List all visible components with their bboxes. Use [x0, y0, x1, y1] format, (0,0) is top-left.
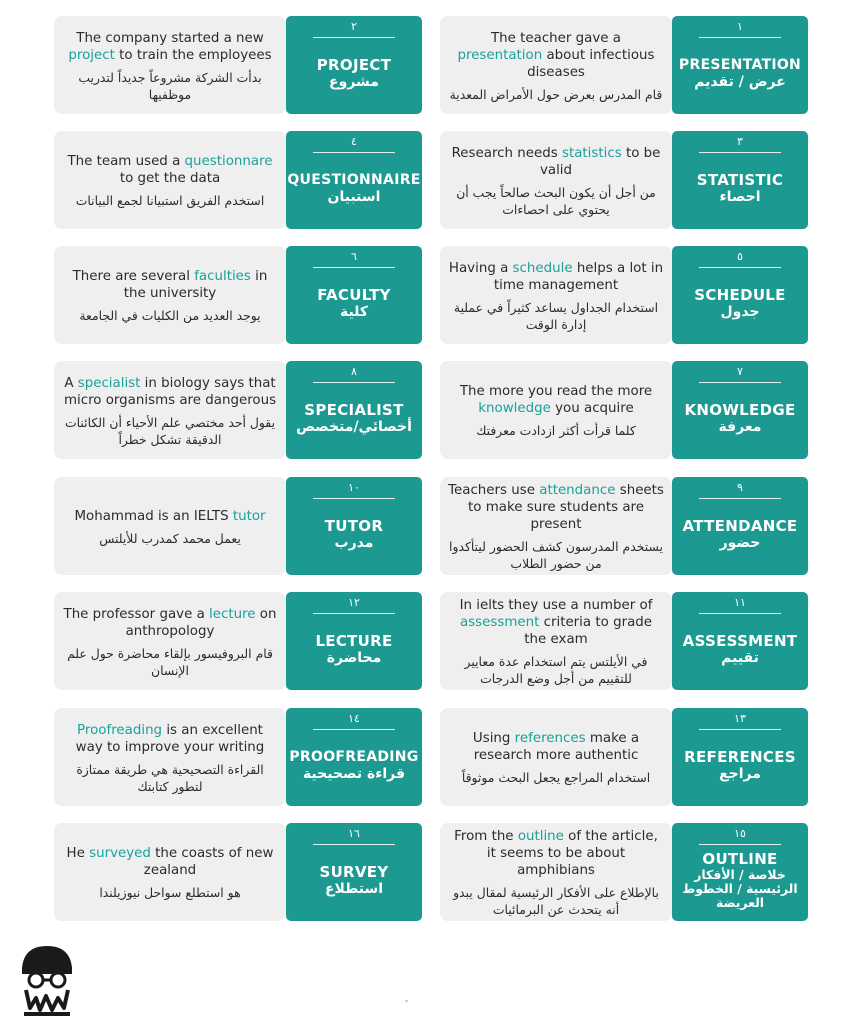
english-term: SCHEDULE: [694, 285, 786, 304]
highlighted-term: schedule: [512, 260, 573, 276]
term-panel: [286, 246, 422, 344]
example-text: Using: [472, 731, 515, 746]
example-panel: [54, 361, 286, 459]
example-text: in biology says that micro organisms are dangerous: [63, 375, 277, 408]
vocab-card: [54, 361, 422, 459]
english-example: [448, 730, 664, 764]
vocab-card: [440, 131, 808, 229]
example-text: in the university: [123, 269, 268, 301]
arabic-term: كلية: [339, 303, 369, 320]
arabic-term: محاضرة: [326, 649, 382, 666]
example-text: Research needs: [451, 145, 562, 161]
arabic-term: مراجع: [719, 765, 761, 782]
arabic-term: قراءة تصحيحية: [302, 765, 406, 782]
highlighted-term: attendance: [539, 483, 616, 498]
english-example: [448, 482, 664, 533]
arabic-example: القراءة التصحيحية هي طريقة ممتازة لتطور كتابتك: [76, 761, 264, 794]
arabic-example: استخدام المراجع يجعل البحث موثوقاً: [461, 770, 651, 785]
vocab-card: [54, 246, 422, 344]
term-box: [286, 383, 422, 453]
term-panel: [672, 131, 808, 229]
vocab-card: [440, 16, 808, 114]
card-number: ١٥: [734, 827, 746, 840]
example-text: The more you read the more: [459, 384, 653, 399]
example-text: There are several: [72, 269, 195, 284]
example-panel: [440, 477, 672, 575]
arabic-term: مدرب: [334, 534, 374, 551]
example-text: A: [64, 375, 78, 391]
english-term: REFERENCES: [684, 747, 796, 766]
term-box: [672, 38, 808, 108]
highlighted-term: references: [514, 731, 586, 746]
vocab-card: [54, 131, 422, 229]
divider-dot: [405, 1000, 408, 1002]
term-box: [286, 499, 422, 569]
highlighted-term: surveyed: [89, 846, 151, 861]
arabic-term: جدول: [720, 303, 760, 320]
vocab-card: [440, 592, 808, 690]
vocab-card: [54, 708, 422, 806]
example-text: The professor gave a: [63, 606, 210, 622]
card-number: ٣: [737, 135, 743, 148]
example-text: sheets to make sure students are present: [468, 483, 664, 532]
term-panel: [672, 16, 808, 114]
arabic-term: معرفة: [718, 418, 762, 435]
term-box: [672, 383, 808, 453]
card-number: ١٤: [348, 712, 360, 725]
highlighted-term: assessment: [459, 615, 540, 630]
card-number: ١٣: [734, 712, 746, 725]
example-text: From the: [454, 829, 518, 844]
term-panel: [286, 361, 422, 459]
english-term: OUTLINE: [702, 850, 778, 868]
example-text: make a research more authentic: [473, 731, 640, 763]
vocab-card: [440, 477, 808, 575]
example-panel: [440, 131, 672, 229]
english-example: [62, 845, 278, 879]
arabic-example: يقول أحد مختصي علم الأحياء أن الكائنات الدقيقة تشكل خطراً: [64, 414, 276, 447]
example-text: on anthropology: [125, 606, 277, 639]
vocab-card: [440, 361, 808, 459]
english-example: [448, 145, 664, 179]
english-term: QUESTIONNAIRE: [287, 171, 421, 188]
arabic-example: يوجد العديد من الكليات في الجامعة: [79, 308, 261, 323]
term-box: [286, 153, 422, 223]
english-example: [448, 383, 664, 417]
term-box: [672, 153, 808, 223]
english-example: [62, 375, 278, 409]
example-text: The teacher gave a: [490, 30, 622, 46]
term-box: [672, 614, 808, 684]
english-example: [448, 260, 664, 294]
example-panel: [54, 708, 286, 806]
arabic-term: عرض / تقديم: [694, 73, 786, 90]
vocab-card: [440, 823, 808, 921]
vocab-card: [54, 477, 422, 575]
term-panel: [672, 246, 808, 344]
arabic-example: من أجل أن يكون البحث صالحاً يجب أن يحتوي على احصاءات: [456, 184, 656, 217]
highlighted-term: lecture: [209, 606, 256, 622]
english-example: [62, 153, 278, 187]
english-term: KNOWLEDGE: [684, 400, 796, 419]
card-number: ٢: [351, 20, 357, 33]
arabic-term: استطلاع: [324, 880, 384, 897]
example-text: the coasts of new zealand: [143, 846, 274, 878]
term-panel: [286, 131, 422, 229]
english-term: FACULTY: [317, 285, 391, 304]
english-term: SURVEY: [319, 862, 389, 881]
card-number: ٦: [351, 250, 357, 263]
term-panel: [286, 16, 422, 114]
term-box: [672, 499, 808, 569]
example-text: helps a lot in time management: [493, 260, 664, 293]
term-box: [286, 845, 422, 915]
arabic-term: مشروع: [329, 73, 379, 90]
example-text: to train the employees: [114, 47, 272, 63]
term-panel: [672, 477, 808, 575]
english-term: PRESENTATION: [678, 56, 802, 73]
highlighted-term: Proofreading: [77, 722, 163, 738]
term-box: [286, 730, 422, 800]
example-text: The company started a new: [76, 30, 264, 46]
example-panel: [440, 708, 672, 806]
term-box: [286, 38, 422, 108]
term-panel: [672, 592, 808, 690]
example-text: criteria to grade the exam: [524, 615, 653, 647]
english-example: [448, 597, 664, 648]
card-number: ٧: [737, 365, 743, 378]
vocab-card: [54, 592, 422, 690]
card-number: ١٢: [348, 596, 360, 609]
arabic-term: احصاء: [719, 188, 761, 205]
arabic-term: أخصائي/متخصص: [296, 418, 412, 435]
arabic-term: حضور: [719, 534, 761, 551]
example-panel: [54, 592, 286, 690]
example-panel: [440, 246, 672, 344]
card-number: ٥: [737, 250, 743, 263]
english-example: [448, 30, 664, 81]
vocab-card: [440, 708, 808, 806]
example-text: of the article, it seems to be about amphibians: [486, 829, 658, 878]
term-panel: [672, 361, 808, 459]
vocab-card: [54, 823, 422, 921]
highlighted-term: statistics: [561, 145, 622, 161]
example-text: Mohammad is an IELTS: [74, 508, 233, 524]
arabic-term: خلاصة / الأفكار الرئيسية / الخطوط العريضة: [682, 867, 798, 910]
example-panel: [54, 131, 286, 229]
example-panel: [440, 823, 672, 921]
logo-face-icon: [14, 938, 80, 1020]
english-term: LECTURE: [315, 631, 393, 650]
highlighted-term: questionnare: [184, 154, 273, 169]
term-panel: [672, 823, 808, 921]
english-example: [62, 606, 278, 640]
english-example: [62, 30, 278, 64]
example-panel: [440, 592, 672, 690]
card-number: ١٦: [348, 827, 360, 840]
example-text: you acquire: [550, 401, 634, 416]
example-text: In ielts they use a number of: [459, 598, 653, 613]
example-text: He: [66, 846, 90, 861]
english-term: ASSESSMENT: [682, 631, 798, 650]
example-text: Having a: [448, 260, 513, 276]
vocab-card: [440, 246, 808, 344]
english-term: PROJECT: [316, 55, 392, 74]
example-panel: [54, 16, 286, 114]
arabic-example: يستخدم المدرسون كشف الحضور ليتأكدوا من حضور الطلاب: [449, 539, 663, 571]
english-term: STATISTIC: [696, 170, 784, 189]
term-box: [672, 845, 808, 915]
english-term: PROOFREADING: [289, 748, 419, 765]
example-panel: [440, 361, 672, 459]
highlighted-term: knowledge: [478, 401, 551, 416]
arabic-example: استخدم الفريق استبيانا لجمع البيانات: [75, 193, 265, 208]
arabic-term: تقييم: [721, 649, 759, 666]
arabic-example: قام المدرس بعرض حول الأمراض المعدية: [449, 86, 663, 102]
example-text: Teachers use: [448, 483, 540, 498]
arabic-example: بدأت الشركة مشروعاً جديداً لتدريب موظفيها: [78, 69, 262, 102]
card-number: ٩: [737, 481, 743, 494]
english-example: [62, 268, 278, 302]
highlighted-term: faculties: [194, 269, 251, 284]
term-box: [672, 268, 808, 338]
term-box: [672, 730, 808, 800]
english-example: [448, 828, 664, 879]
english-example: [74, 508, 265, 525]
card-number: ١١: [734, 596, 746, 609]
english-term: ATTENDANCE: [682, 516, 798, 535]
arabic-term: استبيان: [327, 188, 381, 205]
arabic-example: يعمل محمد كمدرب للأيلتس: [99, 530, 241, 546]
example-text: is an excellent way to improve your writing: [75, 722, 265, 755]
arabic-example: كلما قرأت أكثر ازدادت معرفتك: [476, 423, 636, 438]
highlighted-term: tutor: [232, 508, 266, 524]
example-panel: [54, 477, 286, 575]
arabic-example: في الأيلتس يتم استخدام عدة معايير للتقييم من أجل وضع الدرجات: [464, 654, 648, 686]
example-text: to be valid: [539, 145, 661, 178]
card-number: ٤: [351, 135, 357, 148]
card-number: ١٠: [348, 481, 360, 494]
english-term: SPECIALIST: [304, 400, 404, 419]
term-panel: [286, 823, 422, 921]
arabic-example: قام البروفيسور بإلقاء محاضرة حول علم الإنسان: [67, 645, 273, 678]
example-panel: [54, 823, 286, 921]
term-box: [286, 614, 422, 684]
term-panel: [672, 708, 808, 806]
highlighted-term: specialist: [77, 375, 141, 391]
term-panel: [286, 477, 422, 575]
highlighted-term: presentation: [457, 47, 543, 63]
example-text: The team used a: [67, 154, 185, 169]
example-panel: [440, 16, 672, 114]
term-box: [286, 268, 422, 338]
example-panel: [54, 246, 286, 344]
arabic-example: هو استطلع سواحل نيوزيلندا: [99, 885, 241, 900]
brand-logo: [14, 938, 80, 1020]
term-panel: [286, 592, 422, 690]
english-example: [62, 722, 278, 756]
vocab-card: [54, 16, 422, 114]
arabic-example: استخدام الجداول يساعد كثيراً في عملية إدارة الوقت: [453, 299, 659, 332]
term-panel: [286, 708, 422, 806]
highlighted-term: project: [68, 47, 115, 63]
example-text: about infectious diseases: [527, 47, 655, 80]
highlighted-term: outline: [517, 829, 564, 844]
card-number: ١: [737, 20, 743, 33]
example-text: to get the data: [119, 171, 221, 186]
card-number: ٨: [351, 365, 357, 378]
arabic-example: بالإطلاع على الأفكار الرئيسية لمقال يبدو أنه يتحدث عن البرمائيات: [453, 885, 659, 917]
english-term: TUTOR: [324, 516, 384, 535]
